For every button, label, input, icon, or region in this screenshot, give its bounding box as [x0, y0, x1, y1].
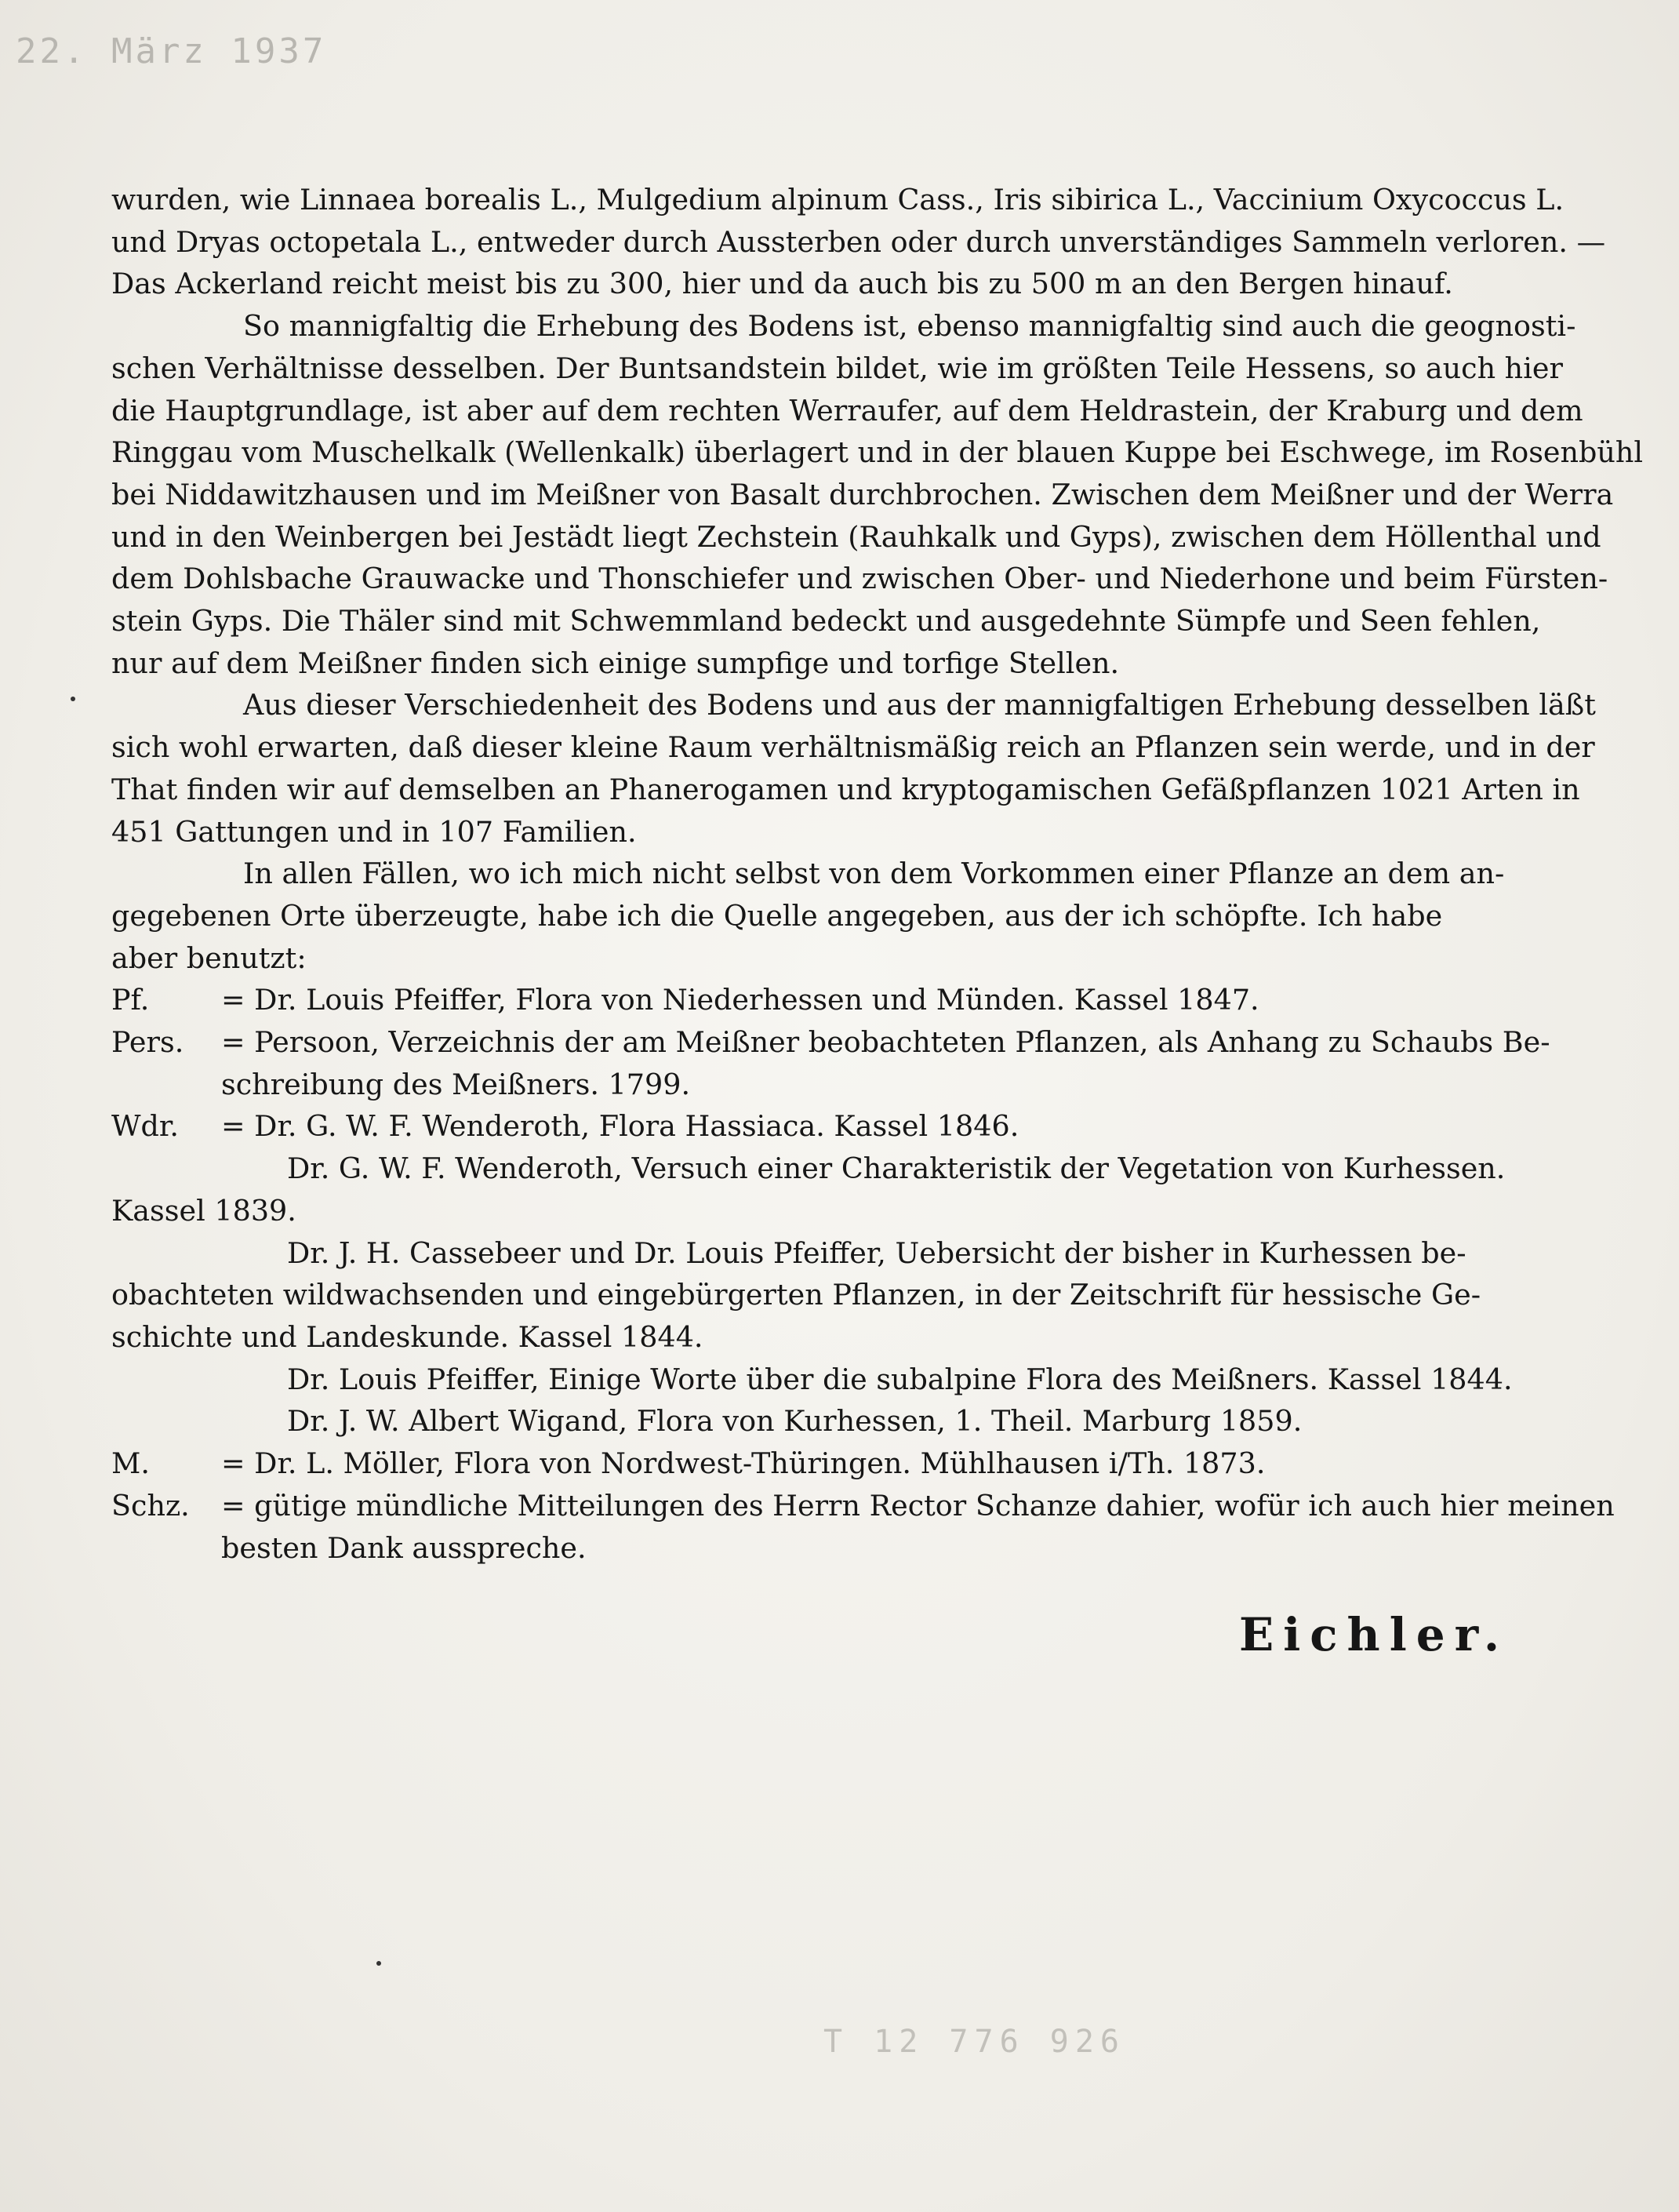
reference-text: = Dr. Louis Pfeiffer, Flora von Niederhessen und Münden. Kassel 1847.	[221, 983, 1259, 1017]
text-line: bei Niddawitzhausen und im Meißner von Basalt durchbrochen. Zwischen dem Meißner und der Werra	[111, 477, 1614, 511]
text-line: wurden, wie Linnaea borealis L., Mulgedium alpinum Cass., Iris sibirica L., Vaccinium Oxycoccus L.	[111, 183, 1565, 216]
text-line: dem Dohlsbache Grauwacke und Thonschiefer und zwischen Ober- und Niederhone und beim Fürsten-	[111, 562, 1608, 596]
text-line: In allen Fällen, wo ich mich nicht selbst von dem Vorkommen einer Pflanze an dem an-	[243, 857, 1505, 891]
reference-abbreviation: Schz.	[111, 1488, 190, 1523]
text-line: aber benutzt:	[111, 940, 307, 975]
text-line: die Hauptgrundlage, ist aber auf dem rechten Werraufer, auf dem Heldrastein, der Kraburg und dem	[111, 393, 1583, 427]
reference-text: = Dr. L. Möller, Flora von Nordwest-Thüringen. Mühlhausen i/Th. 1873.	[221, 1446, 1266, 1481]
reference-text: schreibung des Meißners. 1799.	[221, 1067, 691, 1101]
reference-entry-schz	[111, 1485, 1615, 1569]
shelf-mark: T 12 776 926	[823, 2024, 1125, 2060]
text-line: und Dryas octopetala L., entweder durch Aussterben oder durch unverständiges Sammeln verloren. —	[111, 224, 1606, 259]
reference-entry-wdr	[111, 1105, 1546, 1148]
text-line: nur auf dem Meißner finden sich einige sumpfige und torfige Stellen.	[111, 646, 1120, 680]
reference-sub-entry	[111, 1148, 1546, 1232]
reference-sub-entry	[111, 1400, 1546, 1443]
reference-abbreviation: Pf.	[111, 983, 150, 1017]
reference-abbreviation: M.	[111, 1446, 150, 1481]
reference-entry-m	[111, 1443, 1546, 1485]
reference-entry-pers	[111, 1021, 1550, 1105]
intro-paragraph	[111, 179, 1606, 305]
reference-text: Dr. J. W. Albert Wigand, Flora von Kurhessen, 1. Theil. Marburg 1859.	[287, 1404, 1303, 1439]
reference-text: Dr. Louis Pfeiffer, Einige Worte über die subalpine Flora des Meißners. Kassel 1844.	[287, 1362, 1513, 1396]
reference-abbreviation: Pers.	[111, 1025, 184, 1060]
ink-speck	[376, 1961, 381, 1966]
reference-text: obachteten wildwachsenden und eingebürgerten Pflanzen, in der Zeitschrift für hessische Ge-	[111, 1278, 1481, 1312]
reference-text: Dr. J. H. Cassebeer und Dr. Louis Pfeiffer, Uebersicht der bisher in Kurhessen be-	[287, 1235, 1466, 1270]
text-line: gegebenen Orte überzeugte, habe ich die Quelle angegeben, aus der ich schöpfte. Ich habe	[111, 898, 1443, 933]
reference-text: besten Dank ausspreche.	[221, 1530, 587, 1565]
reference-abbreviation: Wdr.	[111, 1109, 179, 1144]
reference-text: Dr. G. W. F. Wenderoth, Versuch einer Charakteristik der Vegetation von Kurhessen.	[287, 1151, 1506, 1186]
text-line: So mannigfaltig die Erhebung des Bodens ist, ebenso mannigfaltig sind auch die geognosti-	[243, 309, 1576, 344]
text-line: stein Gyps. Die Thäler sind mit Schwemmland bedeckt und ausgedehnte Sümpfe und Seen fehlen,	[111, 604, 1541, 638]
reference-text: = Dr. G. W. F. Wenderoth, Flora Hassiaca. Kassel 1846.	[221, 1109, 1019, 1144]
reference-text: Kassel 1839.	[111, 1193, 296, 1228]
reference-text: schichte und Landeskunde. Kassel 1844.	[111, 1319, 703, 1354]
text-line: Das Ackerland reicht meist bis zu 300, hier und da auch bis zu 500 m an den Bergen hinauf.	[111, 267, 1453, 301]
main-text	[111, 179, 1644, 1569]
text-line: 451 Gattungen und in 107 Familien.	[111, 814, 637, 849]
reference-sub-entry	[111, 1359, 1546, 1401]
text-line: That finden wir auf demselben an Phanerogamen und kryptogamischen Gefäßpflanzen 1021 Arten in	[111, 772, 1580, 806]
geology-paragraph	[111, 305, 1644, 684]
date-stamp: 22. März 1937	[16, 31, 327, 71]
reference-entry-pf	[111, 979, 1546, 1021]
flora-paragraph	[111, 684, 1596, 853]
sources-paragraph	[111, 853, 1546, 979]
ink-speck	[71, 697, 75, 701]
text-line: Aus dieser Verschiedenheit des Bodens und aus der mannigfaltigen Erhebung desselben läßt	[243, 688, 1596, 722]
text-line: schen Verhältnisse desselben. Der Buntsandstein bildet, wie im größten Teile Hessens, so auch hier	[111, 351, 1563, 385]
text-line: sich wohl erwarten, daß dieser kleine Raum verhältnismäßig reich an Pflanzen sein werde, und in der	[111, 730, 1595, 765]
reference-text: = gütige mündliche Mitteilungen des Herrn Rector Schanze dahier, wofür ich auch hier meinen	[221, 1488, 1615, 1523]
text-line: Ringgau vom Muschelkalk (Wellenkalk) überlagert und in der blauen Kuppe bei Eschwege, im Rosenbühl	[111, 435, 1644, 470]
text-line: und in den Weinbergen bei Jestädt liegt Zechstein (Rauhkalk und Gyps), zwischen dem Höllenthal und	[111, 519, 1601, 554]
reference-text: = Persoon, Verzeichnis der am Meißner beobachteten Pflanzen, als Anhang zu Schaubs Be-	[221, 1025, 1550, 1060]
author-signature: Eichler.	[1239, 1608, 1510, 1661]
reference-sub-entry	[111, 1232, 1546, 1359]
